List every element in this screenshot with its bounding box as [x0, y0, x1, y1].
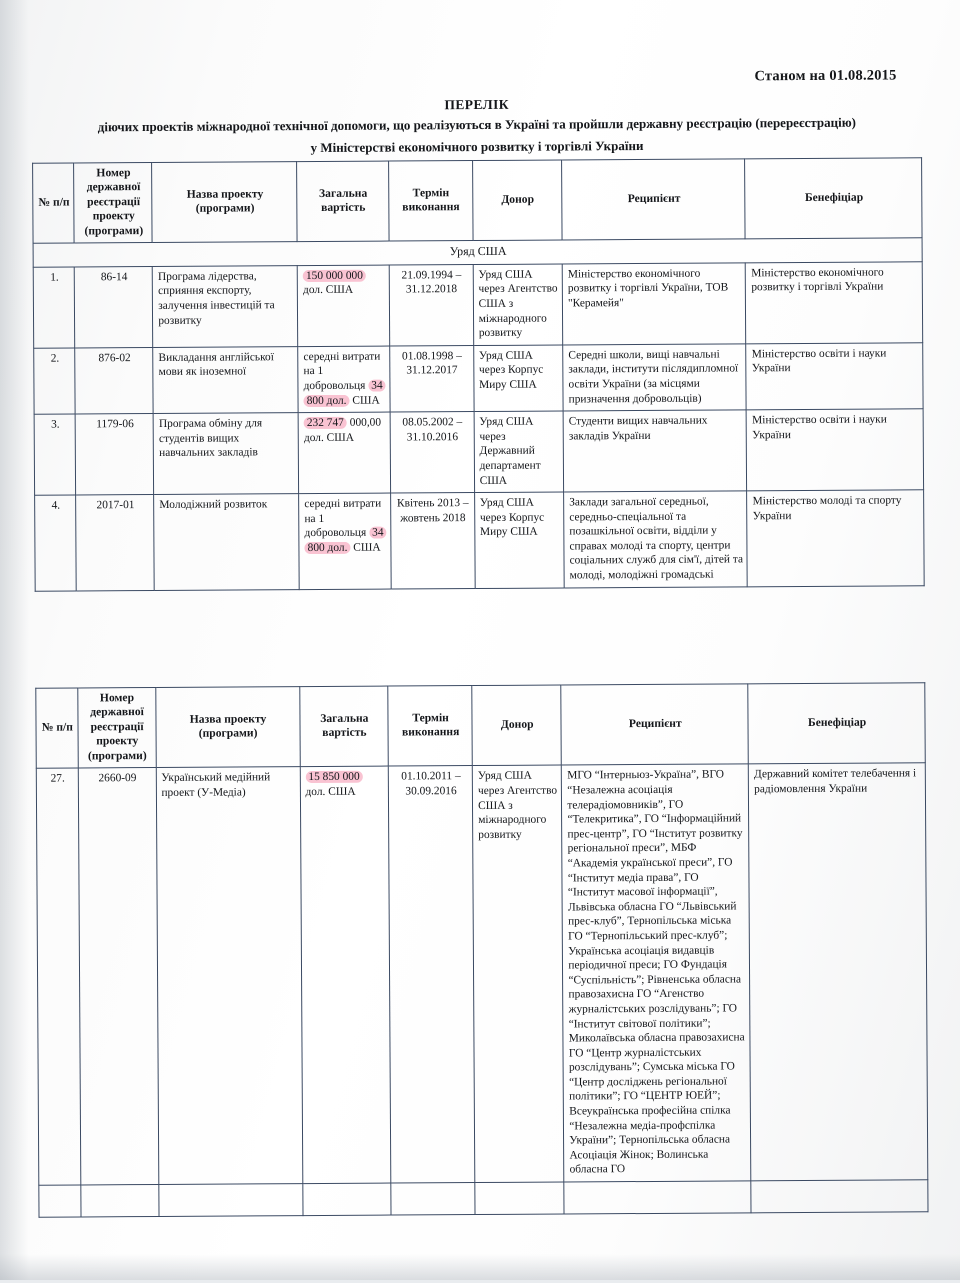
column-header-beneficiary: Бенефіціар	[748, 683, 925, 765]
table-row	[33, 262, 922, 348]
cell-donor: Уряд США через Агентство США з міжнародного розвитку	[473, 264, 563, 346]
cell-name: Український медійний проект (У-Медіа)	[156, 767, 303, 1184]
cell-recipient: Заклади загальної середньої, середньо-спеціальної та позашкільної освіти, відділи у справах молоді та спорту, центри соціальних служб для сім'ї, дітей та молоді, молодіжні громадські	[564, 491, 748, 588]
column-header-donor: Донор	[472, 160, 562, 241]
cell-cost	[300, 766, 391, 1183]
cell-recipient-empty	[564, 1181, 751, 1214]
cell-reg: 86-14	[75, 266, 153, 347]
cell-beneficiary: Міністерство економічного розвитку і торгівлі України	[746, 262, 923, 344]
cost-highlight: 232 747	[304, 417, 347, 429]
cell-num: 4.	[35, 495, 77, 591]
cost-rest: дол. США	[305, 785, 356, 799]
column-header-recipient: Реципієнт	[562, 159, 746, 241]
cell-reg: 1179-06	[76, 414, 154, 495]
column-header-recipient: Реципієнт	[561, 684, 748, 766]
cell-donor-empty	[475, 1182, 564, 1215]
cost-prefix: середні витрати на 1 добровольця	[303, 350, 381, 393]
column-header-name: Назва проекту (програми)	[152, 162, 297, 243]
column-header-cost: Загальна вартість	[297, 161, 389, 242]
cell-num: 3.	[34, 414, 76, 495]
table-row	[34, 343, 923, 415]
cell-donor: Уряд США через Агентство США з міжнародного розвитку	[472, 765, 564, 1182]
column-header-reg: Номер державної реєстрації проекту (програми)	[74, 162, 152, 243]
cell-term: 01.08.1998 – 31.12.2017	[389, 345, 473, 412]
table-row	[34, 409, 923, 495]
cell-num: 27.	[36, 768, 80, 1185]
cell-cost-empty	[302, 1183, 391, 1216]
cell-beneficiary-empty	[751, 1180, 928, 1213]
status-date: Станом на 01.08.2015	[754, 67, 897, 85]
cost-rest: США	[352, 394, 380, 407]
column-header-term: Термін виконання	[388, 686, 472, 767]
cell-donor: Уряд США через Корпус Миру США	[473, 345, 563, 412]
column-header-cost: Загальна вартість	[299, 686, 388, 767]
cell-recipient: МГО “Інтерньюз-Україна”, ВГО “Незалежна асоціація телерадіомовників”, ГО “Телекритика”, ГО “Інформаційний прес-центр”, ГО “Інститут розвитку регіональної преси”, МБФ “Академія української преси”, ГО “Інститут медіа права”, ГО “Інститут масової інформації”, Львівська обласна ГО “Львівський прес-клуб”, Тернопільська міська ГО “Тернопільський прес-клуб”; Українська асоціація видавців періодичної преси; ГО Фундація “Суспільність”; Рівненська обласна правозахисна ГО “Агенство журналістських розслідувань”; ГО “Інститут світової політики”; Миколаївська обласна правозахисна ГО “Центр журналістських розслідувань”; Сумська міська ГО “Центр досліджень регіональної політики”; ГО “ЦЕНТР ЮЕЙ”; Всеукраїнська професійна спілка “Незалежна медіа-профспілка України”; Тернопільська обласна Асоціація Жінок; Волинська обласна ГО	[562, 764, 751, 1182]
cell-beneficiary: Міністерство молоді та спорту України	[747, 490, 924, 587]
cost-rest: США	[353, 541, 381, 554]
group-label-government-usa: Уряд США	[33, 238, 922, 267]
projects-table-part-1	[32, 157, 925, 591]
cell-reg: 876-02	[75, 347, 153, 414]
cell-beneficiary: Міністерство освіти і науки України	[747, 409, 924, 491]
column-header-name: Назва проекту (програми)	[155, 687, 300, 768]
cell-recipient: Міністерство економічного розвитку і торгівлі України, ТОВ "Керамейя"	[562, 263, 746, 345]
cell-recipient: Студенти вищих навчальних закладів України	[563, 410, 747, 492]
title-main: ПЕРЕЛІК	[444, 96, 510, 113]
title-sub-2: у Міністерстві економічного розвитку і торгівлі України	[310, 137, 644, 155]
table-header-row	[36, 683, 925, 769]
table-row	[36, 763, 928, 1185]
column-header-num: № п/п	[36, 688, 78, 769]
cell-name: Програма лідерства, сприяння експорту, залучення інвестицій та розвитку	[152, 265, 297, 347]
title-sub-1: діючих проектів міжнародної технічної допомоги, що реалізуються в Україні та пройшли державну реєстрацію (перереєстрацію)	[97, 114, 856, 135]
cell-beneficiary: Міністерство освіти і науки України	[746, 343, 923, 410]
column-header-term: Термін виконання	[388, 161, 473, 242]
cell-name: Молодіжний розвиток	[154, 494, 300, 590]
cell-reg: 2660-09	[78, 768, 158, 1185]
cell-donor: Уряд США через Державний департамент США	[474, 411, 564, 493]
table-row	[35, 490, 925, 591]
cell-cost	[298, 412, 390, 494]
cell-reg: 2017-01	[76, 495, 154, 591]
cell-name-empty	[158, 1184, 302, 1217]
cost-prefix: середні витрати на 1 добровольця	[304, 497, 382, 540]
cost-highlight: 34 800 дол.	[305, 527, 387, 554]
cell-reg-empty	[81, 1185, 159, 1217]
cost-highlight: 150 000 000	[303, 269, 366, 281]
cell-recipient: Середні школи, вищі навчальні заклади, інститути післядипломної освіти України (за місцями призначення добровольців)	[563, 344, 747, 411]
cell-name: Програма обміну для студентів вищих навчальних закладів	[153, 413, 298, 495]
cell-name: Викладання англійської мови як іноземної	[153, 346, 298, 413]
cell-term: 01.10.2011 – 30.09.2016	[388, 766, 474, 1183]
cost-rest: 000,00 дол. США	[303, 416, 382, 444]
cell-cost	[298, 346, 390, 413]
cell-term: 08.05.2002 – 31.10.2016	[390, 412, 475, 493]
cell-cost	[299, 493, 391, 589]
cell-num: 1.	[33, 267, 75, 348]
column-header-reg: Номер державної реєстрації проекту (програми)	[78, 687, 156, 768]
cell-beneficiary: Державний комітет телебачення і радіомовлення України	[748, 763, 927, 1181]
document-title	[0, 94, 957, 160]
cell-num-empty	[39, 1185, 81, 1217]
cell-num: 2.	[34, 348, 76, 415]
cell-donor: Уряд США через Корпус Миру США	[474, 492, 564, 588]
table-row-continuation	[39, 1180, 928, 1217]
projects-table-part-2	[35, 682, 928, 1217]
cost-highlight: 15 850 000	[305, 771, 362, 783]
column-header-donor: Донор	[472, 685, 562, 766]
cost-rest: дол. США	[302, 284, 354, 297]
table-header-row	[33, 158, 922, 244]
column-header-beneficiary: Бенефіціар	[745, 158, 922, 239]
cell-term-empty	[391, 1183, 475, 1216]
cell-term: Квітень 2013 – жовтень 2018	[390, 493, 475, 589]
cell-term: 21.09.1994 – 31.12.2018	[389, 264, 474, 345]
column-header-num: № п/п	[33, 163, 75, 244]
cell-cost	[297, 265, 389, 347]
cost-highlight: 34 800 дол.	[304, 380, 386, 407]
